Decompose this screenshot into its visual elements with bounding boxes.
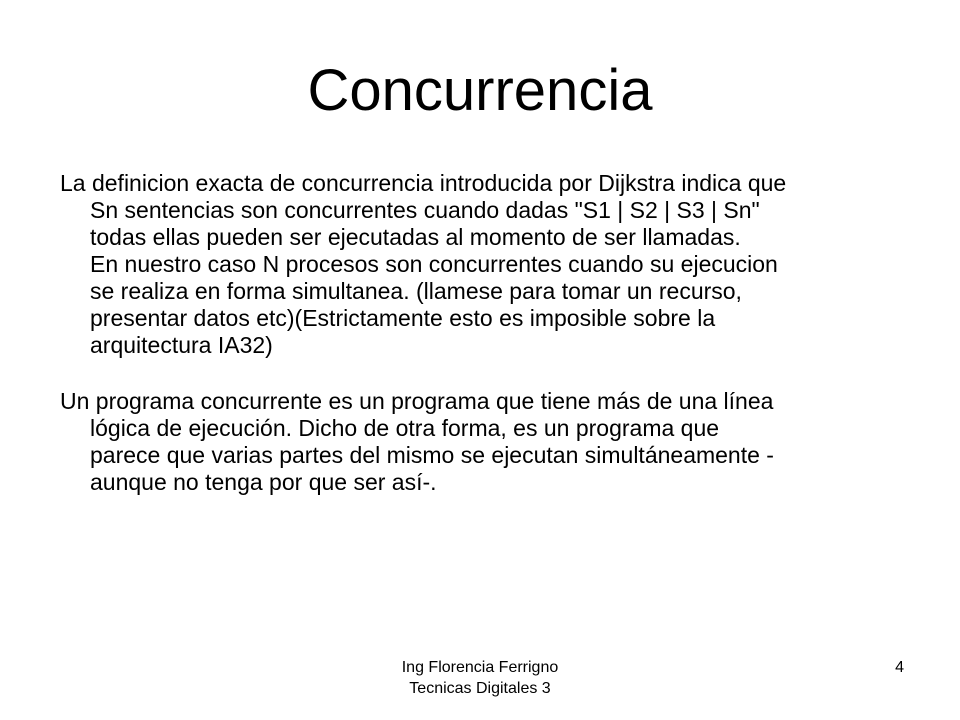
footer-course: Tecnicas Digitales 3 [409,680,551,697]
paragraph-concurrency-definition: La definicion exacta de concurrencia introducida por Dijkstra indica que Sn sentencias son concurrentes cuando dadas "S1 | S2 | S3 | Sn" todas ellas pueden ser ejecutadas al momento de ser llamadas. En nuestro caso N procesos son concurrentes cuando su ejecucion se realiza en forma simultanea. (llamese para tomar un recurso, presentar datos etc)(Estrictamente esto es imposible sobre la arquitectura IA32) [60,170,787,358]
slide-footer [0,657,960,699]
page-number: 4 [895,659,904,676]
footer-author: Ing Florencia Ferrigno [401,659,559,676]
paragraph-concurrent-program: Un programa concurrente es un programa que tiene más de una línea lógica de ejecución. Dicho de otra forma, es un programa que parece que varias partes del mismo se ejecutan simultáneamente - aunque no tenga por que ser así-. [60,388,774,495]
slide-title: Concurrencia [307,58,653,123]
slide-body [60,170,910,496]
